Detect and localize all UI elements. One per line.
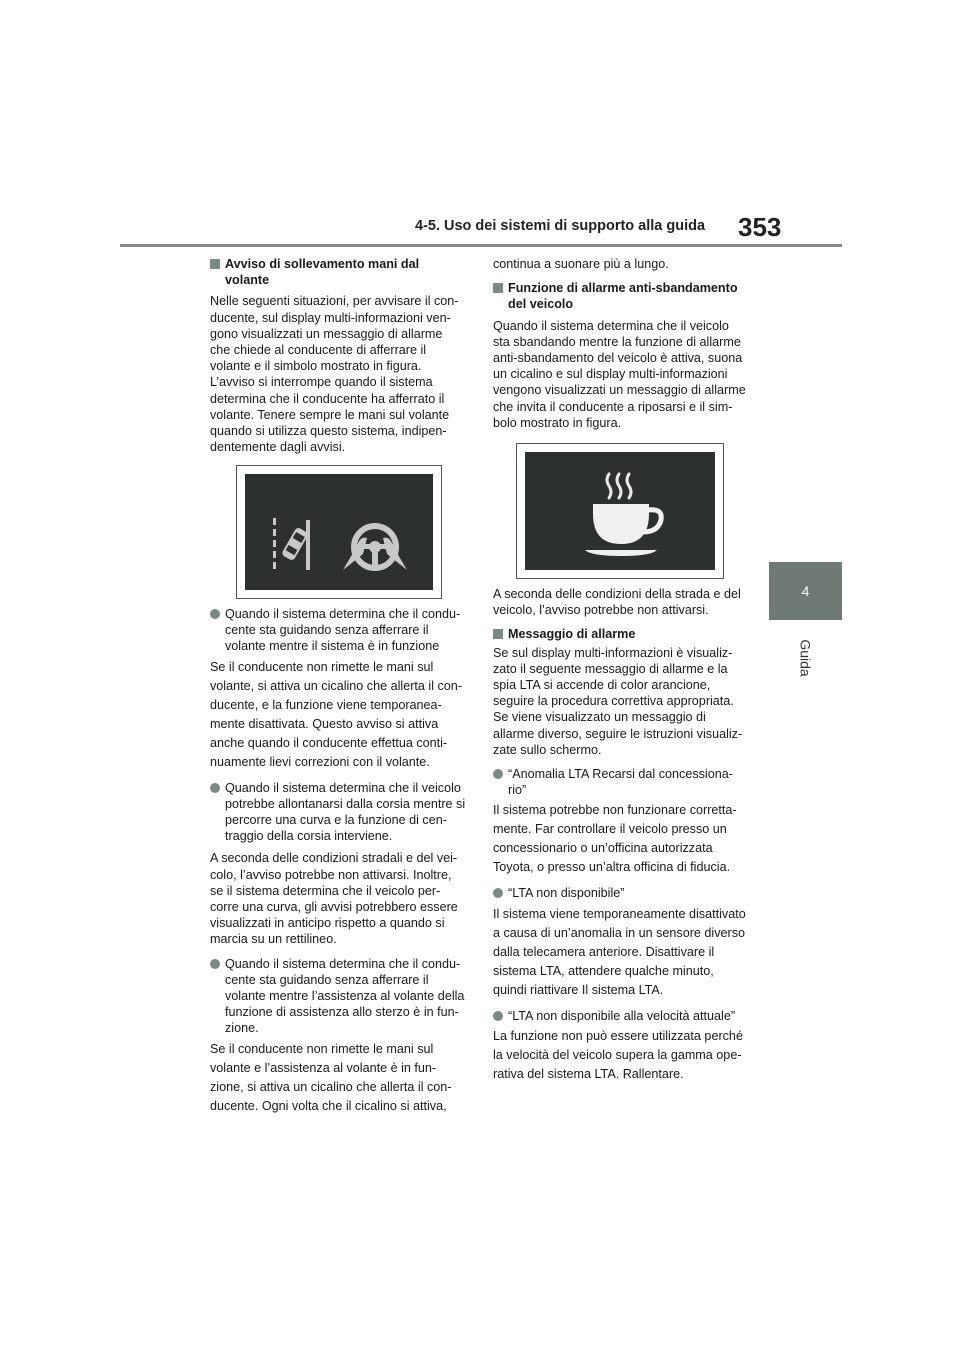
text-line: un cicalino e sul display multi-informazioni (493, 367, 728, 382)
text-line: volante e l’assistenza al volante è in fun- (210, 1060, 437, 1075)
text-line: Quando il sistema determina che il condu- (225, 956, 461, 971)
left-column (210, 256, 465, 455)
bullet-dot-icon (210, 783, 220, 793)
bullet-dot-icon (493, 888, 503, 898)
figure-hands-off-warning (236, 465, 442, 599)
text-line: mente disattivata. Questo avviso si attiva (210, 716, 439, 731)
text-line: Se il conducente non rimette le mani sul (210, 1041, 434, 1056)
text-line: Toyota, o presso un’altra officina di fiducia. (493, 860, 731, 875)
paragraph (493, 905, 758, 1000)
text-line: determina che il conducente ha afferrato il (210, 391, 445, 406)
text-line: zato il seguente messaggio di allarme e la (493, 661, 728, 676)
text-line: che invita il conducente a riposarsi e il sim- (493, 399, 733, 414)
text-line: cente sta guidando senza afferrare il (225, 623, 429, 638)
bullet-text (225, 606, 460, 655)
text-line: sistema LTA, attendere qualche minuto, (493, 963, 714, 978)
text-line: corre una curva, gli avvisi potrebbero essere (210, 900, 458, 915)
text-line: ducente, sul display multi-informazioni ven- (210, 310, 451, 325)
text-line: zate sullo schermo. (493, 742, 602, 757)
text-line: volante mentre l’assistenza al volante della (225, 989, 465, 1004)
text-line: concessionario o un’officina autorizzata (493, 841, 713, 856)
right-column (493, 256, 758, 431)
paragraph (493, 801, 758, 877)
text-line: ducente, e la funzione viene temporanea- (210, 697, 442, 712)
text-line: vengono visualizzati un messaggio di allarme (493, 383, 746, 398)
text-line: anche quando il conducente effettua conti- (210, 735, 448, 750)
text-line: quando si utilizza questo sistema, indipen- (210, 424, 447, 439)
text-line: a causa di un’anomalia in un sensore diverso (493, 925, 746, 940)
bullet-item (493, 885, 758, 901)
text-line: cente sta guidando senza afferrare il (225, 972, 429, 987)
heading-line: del veicolo (508, 297, 574, 312)
section-square-icon (210, 259, 220, 269)
display-screen (245, 474, 433, 590)
paragraph (210, 658, 465, 772)
text-line: volante. Tenere sempre le mani sul volante (210, 407, 450, 422)
paragraph (210, 850, 465, 947)
text-line: gono visualizzati un messaggio di allarme (210, 326, 443, 341)
text-line: Se il conducente non rimette le mani sul (210, 659, 434, 674)
text-line: ducente. Ogni volta che il cicalino si attiva, (210, 1098, 447, 1113)
paragraph-line: continua a suonare più a lungo. (493, 257, 669, 271)
paragraph (493, 586, 758, 618)
bullet-item (210, 780, 465, 845)
paragraph (493, 645, 758, 758)
bullet-text (508, 766, 733, 798)
text-line: A seconda delle condizioni della strada e del (493, 587, 741, 601)
heading-warning-message (493, 626, 758, 642)
text-line: spia LTA si accende di color arancione, (493, 678, 711, 693)
bullet-dot-icon (210, 959, 220, 969)
text-line: anti-sbandamento del veicolo è attiva, suona (493, 351, 743, 366)
text-line: dalla telecamera anteriore. Disattivare il (493, 944, 715, 959)
chapter-label-text: Guida (797, 639, 814, 677)
text-line: sta sbandando mentre la funzione di allarme (493, 334, 741, 349)
coffee-cup-icon (525, 452, 715, 570)
text-line: Se viene visualizzato un messaggio di (493, 710, 706, 725)
bullet-text: “LTA non disponibile alla velocità attuale” (508, 1008, 736, 1023)
text-line: volante mentre il sistema è in funzione (225, 639, 440, 654)
text-line: percorre una curva e la funzione di cen- (225, 813, 447, 828)
text-line: Quando il sistema determina che il veicolo (225, 780, 461, 795)
paragraph (493, 1027, 758, 1084)
text-line: visualizzati in anticipo rispetto a quando si (210, 916, 445, 931)
bullet-text (225, 956, 464, 1037)
heading-hands-off-warning (210, 256, 465, 288)
text-line: nuamente lievi correzioni con il volante. (210, 754, 430, 769)
paragraph (210, 1040, 465, 1116)
paragraph (493, 318, 758, 431)
chapter-tab: 4 (769, 562, 842, 620)
text-line: Quando il sistema determina che il veicolo (493, 318, 729, 333)
bullet-item (493, 766, 758, 798)
bullet-item (210, 606, 465, 655)
text-line: “Anomalia LTA Recarsi dal concessiona- (508, 767, 733, 782)
heading-line: volante (225, 273, 270, 288)
bullet-dot-icon (210, 609, 220, 619)
right-column-continued (493, 586, 758, 1084)
section-square-icon (493, 283, 503, 293)
heading-line: Avviso di sollevamento mani dal (225, 257, 420, 271)
bullet-item (210, 956, 465, 1037)
hands-on-steering-wheel-icon (245, 474, 433, 590)
text-line: A seconda delle condizioni stradali e del vei- (210, 851, 458, 866)
text-line: zione, si attiva un cicalino che allerta il con- (210, 1079, 452, 1094)
section-title: 4-5. Uso dei sistemi di supporto alla guida (415, 218, 706, 234)
heading-line: Messaggio di allarme (508, 627, 636, 642)
text-line: Se sul display multi-informazioni è visualiz- (493, 645, 733, 660)
text-line: seguire la procedura correttiva appropriata. (493, 694, 734, 709)
text-line: la velocità del veicolo supera la gamma ope- (493, 1047, 742, 1062)
display-screen (525, 452, 715, 570)
left-column-continued (210, 606, 465, 1116)
text-line: se il sistema determina che il veicolo per- (210, 883, 441, 898)
text-line: quindi riattivare Il sistema LTA. (493, 982, 664, 997)
text-line: rio” (508, 783, 527, 798)
text-line: Nelle seguenti situazioni, per avvisare il con- (210, 294, 459, 309)
bullet-text: “LTA non disponibile” (508, 886, 625, 901)
section-square-icon (493, 629, 503, 639)
text-line: veicolo, l’avviso potrebbe non attivarsi. (493, 603, 709, 618)
text-line: La funzione non può essere utilizzata perché (493, 1028, 743, 1043)
text-line: Il sistema potrebbe non funzionare corretta- (493, 803, 737, 818)
text-line: volante e il simbolo mostrato in figura. (210, 359, 422, 374)
text-line: Il sistema viene temporaneamente disattivato (493, 906, 746, 921)
text-line: L’avviso si interrompe quando il sistema (210, 375, 433, 390)
figure-coffee-warning (516, 443, 724, 579)
text-line: potrebbe allontanarsi dalla corsia mentre si (225, 796, 466, 811)
header-rule (120, 244, 842, 247)
text-line: traggio della corsia interviene. (225, 829, 393, 844)
bullet-dot-icon (493, 1011, 503, 1021)
text-line: rativa del sistema LTA. Rallentare. (493, 1066, 684, 1081)
heading-line: Funzione di allarme anti-sbandamento (508, 281, 738, 296)
text-line: funzione di assistenza allo sterzo è in fun- (225, 1005, 459, 1020)
text-line: colo, l’avviso potrebbe non attivarsi. Inoltre, (210, 867, 452, 882)
text-line: volante, si attiva un cicalino che allerta il con- (210, 678, 463, 693)
heading-drowsiness-warning (493, 280, 758, 312)
text-line: mente. Far controllare il veicolo presso un (493, 822, 727, 837)
bullet-dot-icon (493, 769, 503, 779)
text-line: marcia su un rettilineo. (210, 932, 337, 947)
bullet-text (225, 780, 465, 845)
text-line: zione. (225, 1021, 259, 1036)
text-line: dentemente dagli avvisi. (210, 440, 346, 455)
page-number: 353 (738, 212, 782, 242)
text-line: che chiede al conducente di afferrare il (210, 343, 427, 358)
text-line: bolo mostrato in figura. (493, 415, 622, 430)
paragraph (210, 293, 465, 455)
chapter-label (769, 628, 842, 688)
text-line: allarme diverso, seguire le istruzioni visualiz- (493, 726, 743, 741)
text-line: Quando il sistema determina che il condu- (225, 607, 461, 621)
bullet-item (493, 1008, 758, 1024)
